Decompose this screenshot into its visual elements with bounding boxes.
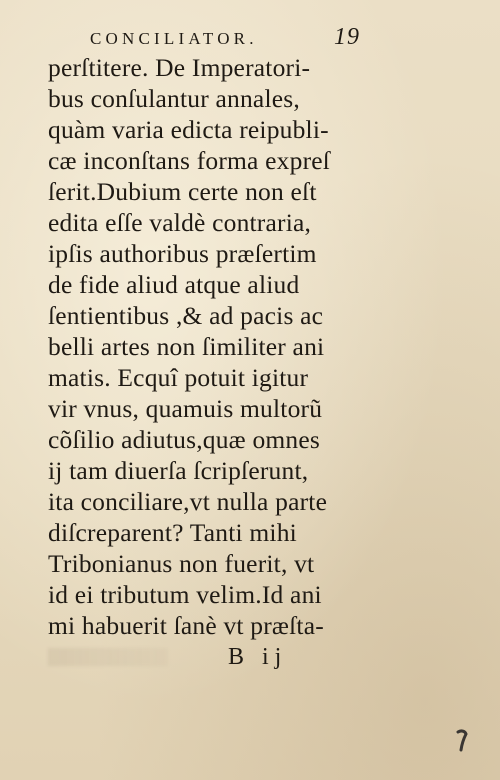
running-head bbox=[90, 24, 360, 50]
text-line: ſentientibus ,& ad pacis ac bbox=[48, 301, 324, 330]
ink-mark-icon bbox=[455, 728, 469, 754]
text-line: cõſilio adiutus,quæ omnes bbox=[48, 425, 321, 454]
text-line: ſerit.Dubium certe non eſt bbox=[48, 177, 317, 206]
text-line: id ei tributum velim.Id ani bbox=[48, 580, 322, 609]
running-title: CONCILIATOR. bbox=[90, 29, 258, 48]
text-line: bus conſulantur annales, bbox=[48, 84, 300, 113]
text-line: ita conciliare,vt nulla parte bbox=[48, 487, 328, 516]
text-block bbox=[48, 52, 368, 641]
text-line: ij tam diuerſa ſcripſerunt, bbox=[48, 456, 309, 485]
text-line: edita eſſe valdè contraria, bbox=[48, 208, 312, 237]
text-line: matis. Ecquî potuit igitur bbox=[48, 363, 309, 392]
text-line: quàm varia edicta reipubli- bbox=[48, 115, 329, 144]
text-line: vir vnus, quamuis multorũ bbox=[48, 394, 323, 423]
signature-mark: B ij bbox=[228, 644, 288, 670]
text-line: perſtitere. De Imperatori- bbox=[48, 53, 311, 82]
text-line: ipſis authoribus præſertim bbox=[48, 239, 317, 268]
text-line: mi habuerit ſanè vt præſta- bbox=[48, 611, 324, 640]
text-line: diſcreparent? Tanti mihi bbox=[48, 518, 297, 547]
text-line: Tribonianus non fuerit, vt bbox=[48, 549, 315, 578]
text-line: de fide aliud atque aliud bbox=[48, 270, 300, 299]
show-through-smudge bbox=[48, 648, 168, 666]
text-line: belli artes non ſimiliter ani bbox=[48, 332, 325, 361]
page-number: 19 bbox=[334, 24, 360, 50]
text-line: cæ inconſtans forma expreſ bbox=[48, 146, 331, 175]
